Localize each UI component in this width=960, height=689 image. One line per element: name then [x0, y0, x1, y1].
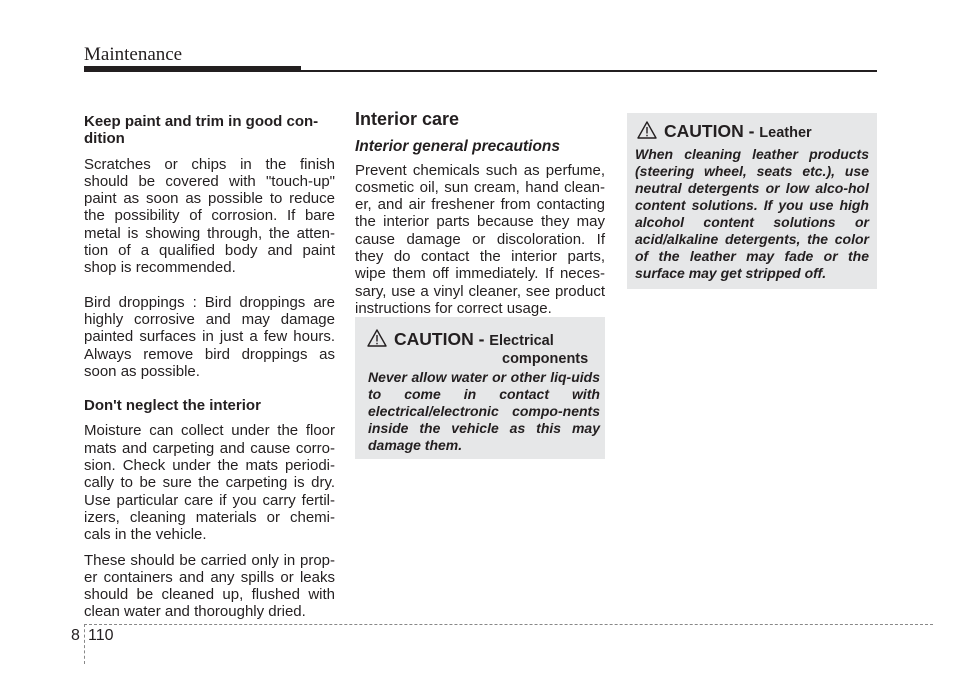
- caution-subject: Leather: [759, 125, 812, 141]
- page-number: 110: [88, 627, 114, 644]
- section-title-interior-care: Interior care: [355, 109, 460, 129]
- heading-keep-paint: Keep paint and trim in good con-dition: [84, 113, 319, 148]
- paragraph-containers: These should be carried only in prop-er containers and any spills or leaks should be cleaned up, flushed with clean water and thoroughly dried.: [84, 551, 335, 621]
- caution-label: CAUTION -: [664, 121, 760, 141]
- caution-label: CAUTION -: [394, 329, 490, 349]
- left-column: [84, 113, 335, 621]
- subsection-title-precautions: Interior general precautions: [355, 138, 560, 156]
- middle-column: [355, 111, 605, 317]
- warning-icon: [367, 329, 387, 347]
- caution-body: Never allow water or other liq-uids to come in contact with electrical/electronic compo-nents inside the vehicle as this may damage them.: [368, 369, 600, 453]
- page-header-title: Maintenance: [84, 44, 183, 65]
- caution-box-electrical: [355, 317, 605, 459]
- caution-heading: [367, 329, 588, 367]
- footer-divider: [84, 624, 85, 664]
- warning-icon: [637, 121, 657, 139]
- caution-body: When cleaning leather products (steering wheel, seats etc.), use neutral detergents or low alco-hol content solutions. If you use high alcohol content solutions or acid/alkaline detergents, the color of the leather may fade or the surface may get stripped off.: [635, 146, 869, 281]
- chapter-number: 8: [71, 627, 80, 644]
- paragraph-chemicals: Prevent chemicals such as perfume, cosmetic oil, sun cream, hand clean-er, and air freshener from contacting the interior parts because they may cause damage or discoloration. If they do contact the interior parts, wipe them off immediately. If neces-sary, use a vinyl cleaner, see product instructions for correct usage.: [355, 161, 605, 317]
- caution-subject: Electrical: [489, 333, 554, 349]
- paragraph-moisture: Moisture can collect under the floor mats and carpeting and cause corro-sion. Check under the mats periodi-cally to be sure the carpeting is dry. Use particular care if you carry fertil-izers, cleaning materials or chemi-cals in the vehicle.: [84, 422, 335, 544]
- paragraph-scratches: Scratches or chips in the finish should be covered with "touch-up" paint as soon as possible to reduce the possibility of corrosion. If bare metal is showing through, the atten-tion of a qualified body and paint shop is recommended.: [84, 155, 335, 277]
- heading-interior: Don't neglect the interior: [84, 397, 261, 415]
- caution-subject-cont: components: [502, 351, 589, 367]
- paragraph-bird-droppings: Bird droppings : Bird droppings are highly corrosive and may damage painted surfaces in just a few hours. Always remove bird droppings as soon as possible.: [84, 293, 335, 380]
- header-rule-thick: [84, 66, 301, 72]
- caution-heading: [637, 121, 812, 142]
- footer-rule: [84, 624, 933, 625]
- header-rule-thin: [301, 70, 877, 72]
- caution-box-leather: [627, 113, 877, 289]
